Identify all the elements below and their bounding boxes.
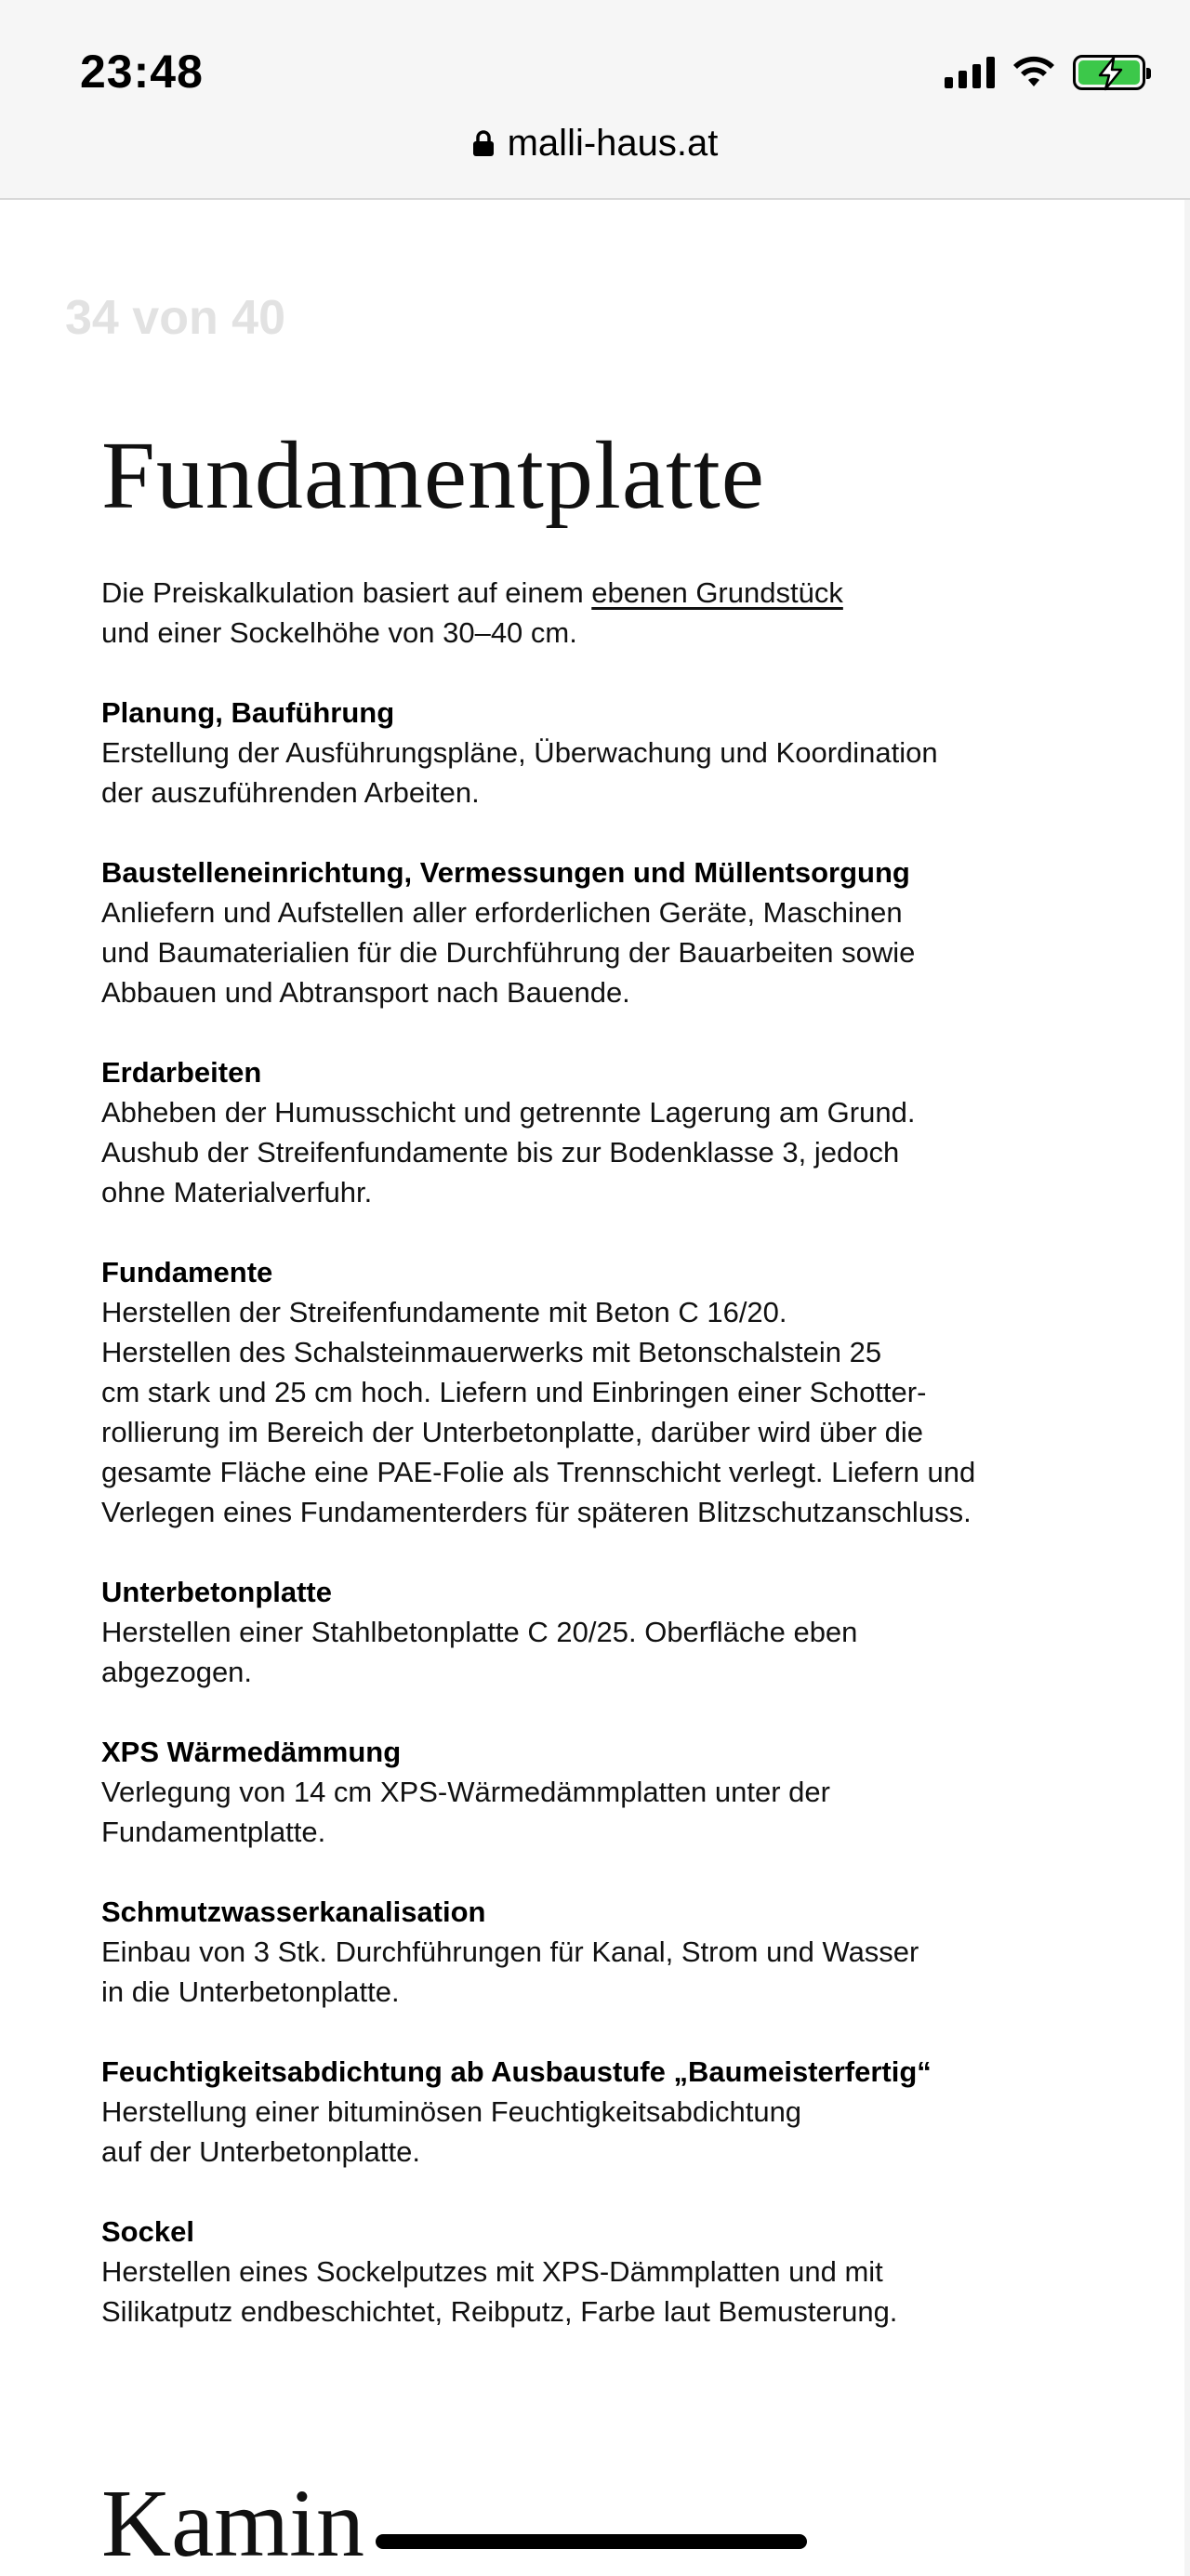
spec-section [101, 2052, 1068, 2172]
spec-section [101, 693, 1068, 812]
battery-charging-icon [1073, 55, 1145, 90]
section-text-line: abgezogen. [101, 1656, 253, 1688]
spec-section [101, 1572, 1068, 1692]
spec-section [101, 1732, 1068, 1852]
home-indicator[interactable] [376, 2534, 807, 2549]
intro-text-start: Die Preiskalkulation basiert auf einem [101, 576, 592, 609]
section-title: Sockel [101, 2215, 194, 2248]
next-section-title: Kamin [101, 2470, 365, 2576]
section-text-line: gesamte Fläche eine PAE-Folie als Trennschicht verlegt. Liefern und [101, 1456, 976, 1488]
section-text-line: Silikatputz endbeschichtet, Reibputz, Farbe laut Bemusterung. [101, 2295, 898, 2328]
spec-section [101, 1052, 1068, 1212]
spec-section [101, 1252, 1068, 1532]
section-list [101, 693, 1068, 2332]
section-title: Feuchtigkeitsabdichtung ab Ausbaustufe „Baumeisterfertig“ [101, 2055, 932, 2088]
wifi-icon [1012, 55, 1056, 90]
section-text-line: Anliefern und Aufstellen aller erforderlichen Geräte, Maschinen [101, 896, 903, 929]
section-text-line: cm stark und 25 cm hoch. Liefern und Einbringen einer Schotter- [101, 1376, 927, 1408]
spec-section [101, 852, 1068, 1012]
section-text-line: Herstellung einer bituminösen Feuchtigkeitsabdichtung [101, 2095, 802, 2128]
page-title: Fundamentplatte [101, 422, 765, 529]
address-bar[interactable] [0, 123, 1190, 165]
section-text-line: Abheben der Humusschicht und getrennte Lagerung am Grund. [101, 1096, 916, 1129]
section-title: Baustelleneinrichtung, Vermessungen und Müllentsorgung [101, 856, 910, 889]
section-title: XPS Wärmedämmung [101, 1736, 402, 1768]
section-text-line: Verlegung von 14 cm XPS-Wärmedämmplatten unter der [101, 1776, 830, 1808]
section-text-line: auf der Unterbetonplatte. [101, 2135, 420, 2168]
intro-text-line2: und einer Sockelhöhe von 30–40 cm. [101, 616, 577, 649]
section-text-line: ohne Materialverfuhr. [101, 1176, 373, 1209]
section-title: Unterbetonplatte [101, 1576, 332, 1608]
section-text-line: Verlegen eines Fundamenterders für späteren Blitzschutzanschluss. [101, 1496, 972, 1528]
signal-icon [945, 57, 995, 88]
status-time: 23:48 [80, 46, 204, 98]
browser-chrome [0, 0, 1190, 200]
section-text-line: der auszuführenden Arbeiten. [101, 776, 480, 809]
section-text-line: Einbau von 3 Stk. Durchführungen für Kanal, Strom und Wasser [101, 1935, 919, 1968]
main-content [101, 420, 1068, 2332]
section-text-line: Abbauen und Abtransport nach Bauende. [101, 976, 630, 1009]
section-title: Erdarbeiten [101, 1056, 262, 1089]
intro-text [101, 573, 1068, 653]
status-icons [945, 52, 1145, 93]
section-text-line: in die Unterbetonplatte. [101, 1975, 400, 2008]
section-text-line: Herstellen eines Sockelputzes mit XPS-Dämmplatten und mit [101, 2255, 883, 2288]
section-title: Fundamente [101, 1256, 273, 1288]
section-text-line: rollierung im Bereich der Unterbetonplatte, darüber wird über die [101, 1416, 923, 1448]
scroll-edge [1184, 200, 1190, 2576]
section-text-line: Aushub der Streifenfundamente bis zur Bodenklasse 3, jedoch [101, 1136, 900, 1169]
flat-plot-link[interactable]: ebenen Grundstück [591, 576, 843, 609]
section-text-line: Herstellen des Schalsteinmauerwerks mit Betonschalstein 25 [101, 1336, 882, 1368]
lock-icon [472, 129, 495, 157]
page-counter: 34 von 40 [65, 291, 286, 345]
section-title: Schmutzwasserkanalisation [101, 1896, 486, 1928]
url-text: malli-haus.at [507, 123, 719, 164]
section-title: Planung, Bauführung [101, 696, 395, 729]
section-text-line: Erstellung der Ausführungspläne, Überwachung und Koordination [101, 736, 938, 769]
section-text-line: Fundamentplatte. [101, 1816, 326, 1848]
section-text-line: und Baumaterialien für die Durchführung der Bauarbeiten sowie [101, 936, 916, 969]
section-text-line: Herstellen einer Stahlbetonplatte C 20/25. Oberfläche eben [101, 1616, 858, 1648]
spec-section [101, 1892, 1068, 2012]
spec-section [101, 2212, 1068, 2332]
section-text-line: Herstellen der Streifenfundamente mit Beton C 16/20. [101, 1296, 787, 1328]
